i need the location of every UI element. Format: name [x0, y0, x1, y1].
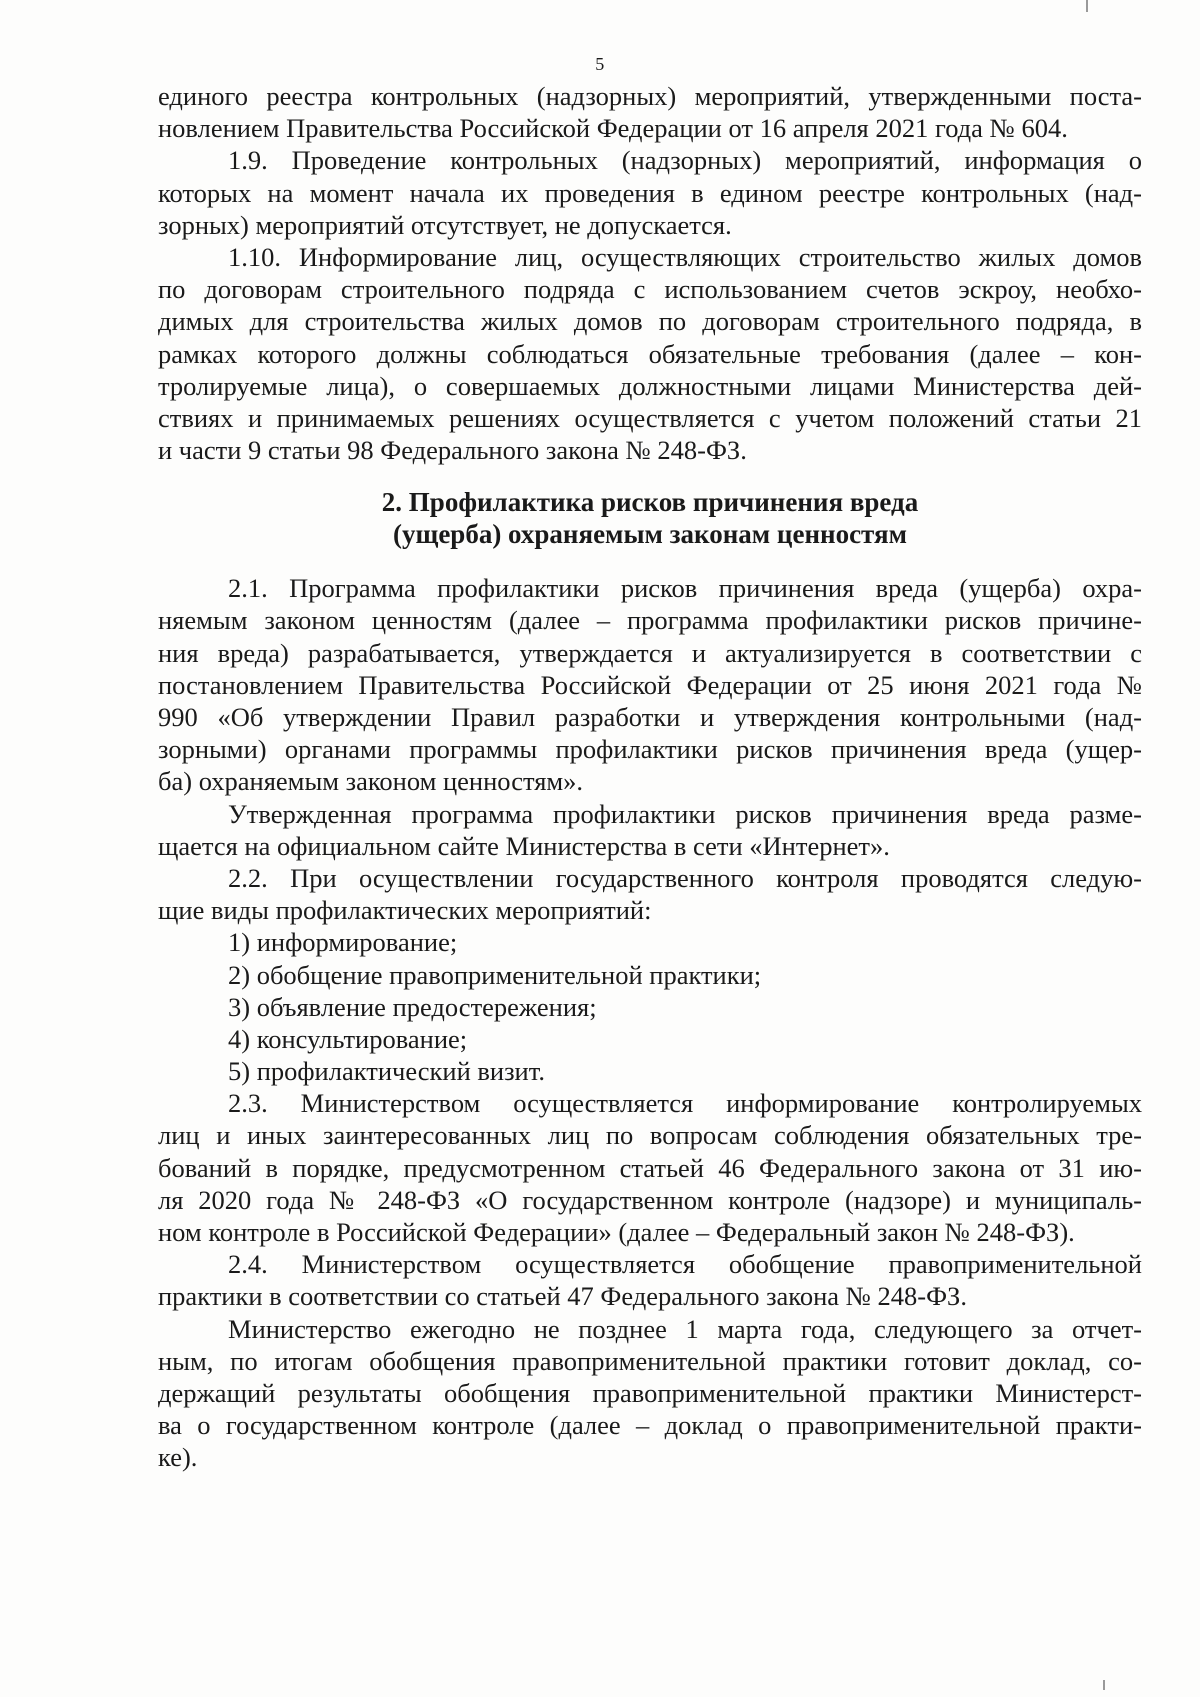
paragraph-intro — [158, 80, 1142, 144]
scan-edge-mark-top — [1086, 0, 1088, 12]
list-item: 5) профилактический визит. — [228, 1056, 545, 1087]
text-line: ствиях и принимаемых решениях осуществляется с учетом положений статьи 21 — [158, 402, 1142, 433]
text-line: лиц и иных заинтересованных лиц по вопросам соблюдения обязательных тре- — [158, 1120, 1142, 1151]
text-line: щается на официальном сайте Министерства в сети «Интернет». — [158, 830, 890, 861]
document-body — [158, 80, 1142, 1474]
section-heading — [158, 486, 1142, 550]
text-line: ке). — [158, 1442, 198, 1473]
text-line: Министерство ежегодно не позднее 1 марта года, следующего за отчет- — [228, 1313, 1142, 1344]
text-line: держащий результаты обобщения правоприменительной практики Министерст- — [158, 1377, 1142, 1408]
page-number: 5 — [595, 54, 605, 74]
text-line: 2.3. Министерством осуществляется информирование контролируемых — [228, 1088, 1142, 1119]
text-line: няемым законом ценностям (далее – программа профилактики рисков причине- — [158, 605, 1142, 636]
text-line: 1.9. Проведение контрольных (надзорных) мероприятий, информация о — [228, 145, 1142, 176]
paragraph-1-10 — [158, 241, 1142, 466]
section-heading-line: 2. Профилактика рисков причинения вреда — [381, 487, 919, 518]
text-line: новлением Правительства Российской Федерации от 16 апреля 2021 года № 604. — [158, 113, 1068, 144]
list-item: 4) консультирование; — [228, 1023, 468, 1054]
text-line: ным, по итогам обобщения правоприменительной практики готовит доклад, со- — [158, 1345, 1142, 1376]
text-line: единого реестра контрольных (надзорных) мероприятий, утвержденными поста- — [158, 81, 1142, 111]
text-line: практики в соответствии со статьей 47 Федерального закона № 248-ФЗ. — [158, 1281, 967, 1312]
text-line: тролируемые лица), о совершаемых должностными лицами Министерства дей- — [158, 370, 1142, 401]
text-line: ном контроле в Российской Федерации» (далее – Федеральный закон № 248-ФЗ). — [158, 1217, 1075, 1247]
text-line: 2.2. При осуществлении государственного контроля проводятся следую- — [228, 862, 1142, 893]
paragraph-2-4 — [158, 1248, 1142, 1312]
text-line: ба) охраняемым законом ценностям». — [158, 766, 584, 797]
text-line: ля 2020 года № 248-ФЗ «О государственном контроле (надзоре) и муниципаль- — [158, 1184, 1142, 1215]
paragraph-2-4-b — [158, 1313, 1142, 1474]
paragraph-2-1-b — [158, 798, 1142, 862]
text-line: зорных) мероприятий отсутствует, не допускается. — [158, 209, 732, 240]
measures-list — [158, 926, 1142, 1087]
list-item: 2) обобщение правоприменительной практики; — [228, 959, 762, 990]
text-line: 2.4. Министерством осуществляется обобщение правоприменительной — [228, 1249, 1142, 1280]
paragraph-1-9 — [158, 144, 1142, 241]
paragraph-2-3 — [158, 1087, 1142, 1248]
section-heading-line: (ущерба) охраняемым законам ценностям — [393, 519, 907, 550]
text-line: по договорам строительного подряда с использованием счетов эскроу, необхо- — [158, 274, 1142, 305]
paragraph-2-2 — [158, 862, 1142, 926]
paragraph-2-1 — [158, 572, 1142, 797]
text-line: димых для строительства жилых домов по договорам строительного подряда, в — [158, 306, 1142, 337]
text-line: Утвержденная программа профилактики рисков причинения вреда разме- — [228, 798, 1142, 829]
list-item: 3) объявление предостережения; — [228, 991, 597, 1022]
text-line: бований в порядке, предусмотренном статьей 46 Федерального закона от 31 ию- — [158, 1152, 1142, 1183]
text-line: щие виды профилактических мероприятий: — [158, 895, 652, 926]
text-line: постановлением Правительства Российской Федерации от 25 июня 2021 года № — [158, 669, 1142, 700]
text-line: ва о государственном контроле (далее – доклад о правоприменительной практи- — [158, 1410, 1142, 1441]
text-line: которых на момент начала их проведения в едином реестре контрольных (над- — [158, 177, 1142, 208]
text-line: 2.1. Программа профилактики рисков причинения вреда (ущерба) охра- — [228, 573, 1142, 604]
text-line: рамках которого должны соблюдаться обязательные требования (далее – кон- — [158, 338, 1142, 369]
text-line: и части 9 статьи 98 Федерального закона № 248-ФЗ. — [158, 435, 747, 466]
text-line: ния вреда) разрабатывается, утверждается и актуализируется в соответствии с — [158, 637, 1142, 668]
text-line: 990 «Об утверждении Правил разработки и утверждения контрольными (над- — [158, 702, 1142, 732]
text-line: зорными) органами программы профилактики рисков причинения вреда (ущер- — [158, 734, 1142, 765]
list-item: 1) информирование; — [228, 927, 458, 958]
text-line: 1.10. Информирование лиц, осуществляющих строительство жилых домов — [228, 241, 1142, 272]
scan-edge-mark-bottom — [1103, 1680, 1105, 1690]
